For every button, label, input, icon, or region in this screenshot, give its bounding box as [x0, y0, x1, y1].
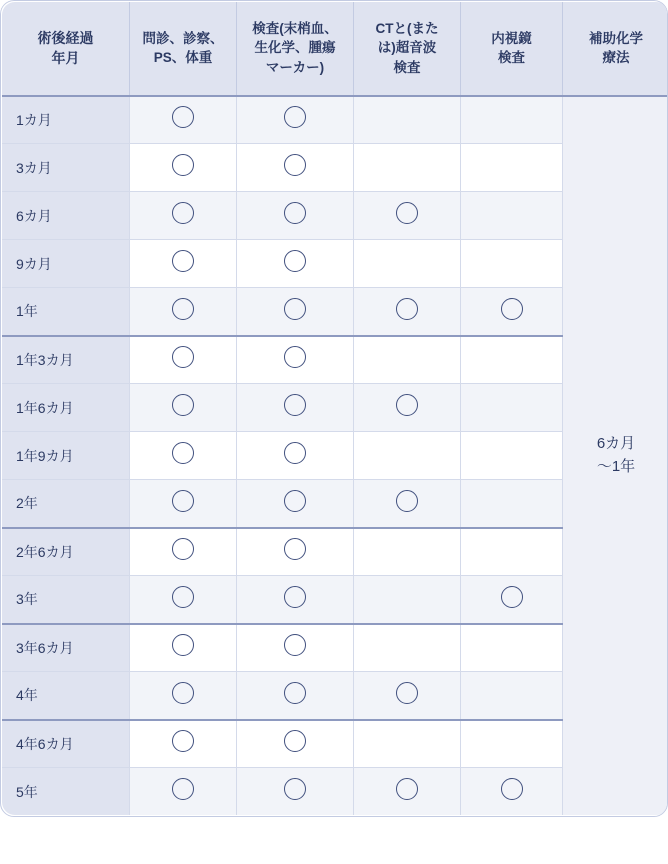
circle-mark-icon — [172, 298, 194, 320]
row-label: 1年3カ月 — [2, 336, 130, 384]
schedule-cell — [237, 432, 354, 480]
schedule-cell — [130, 672, 237, 720]
column-header-interview-line2: PS、体重 — [153, 50, 213, 66]
schedule-cell — [237, 384, 354, 432]
schedule-cell — [461, 192, 563, 240]
column-header-ct-line2: は)超音波 — [377, 40, 437, 56]
column-header-period-line1: 術後経過 — [37, 29, 94, 46]
schedule-cell — [130, 240, 237, 288]
schedule-cell — [237, 576, 354, 624]
column-header-interview-line1: 問診、診察、 — [142, 30, 224, 46]
circle-mark-icon — [284, 538, 306, 560]
schedule-cell — [461, 624, 563, 672]
circle-mark-icon — [172, 394, 194, 416]
schedule-cell — [461, 768, 563, 816]
circle-mark-icon — [396, 298, 418, 320]
schedule-cell — [130, 384, 237, 432]
circle-mark-icon — [501, 586, 523, 608]
column-header-chemo-line1: 補助化学 — [589, 30, 643, 46]
circle-mark-icon — [284, 202, 306, 224]
schedule-cell — [130, 144, 237, 192]
row-label: 1年9カ月 — [2, 432, 130, 480]
circle-mark-icon — [284, 298, 306, 320]
schedule-cell — [354, 192, 461, 240]
table-header — [2, 2, 668, 96]
column-header-labtest-line2: 生化学、腫瘍 — [254, 40, 336, 56]
schedule-cell — [130, 480, 237, 528]
schedule-cell — [354, 384, 461, 432]
row-label: 4年 — [2, 672, 130, 720]
row-label: 3年 — [2, 576, 130, 624]
circle-mark-icon — [172, 634, 194, 656]
column-header-period-line2: 年月 — [51, 50, 80, 67]
schedule-cell — [354, 480, 461, 528]
circle-mark-icon — [284, 490, 306, 512]
circle-mark-icon — [172, 490, 194, 512]
column-header-labtest-line1: 検査(末梢血、 — [252, 20, 338, 36]
schedule-cell — [237, 192, 354, 240]
column-header-labtest-line3: マーカー) — [265, 60, 325, 76]
circle-mark-icon — [501, 778, 523, 800]
column-header-ct-ultrasound — [354, 2, 461, 96]
schedule-cell — [237, 288, 354, 336]
circle-mark-icon — [284, 154, 306, 176]
schedule-cell — [461, 432, 563, 480]
circle-mark-icon — [284, 634, 306, 656]
schedule-cell — [354, 288, 461, 336]
row-label: 1年6カ月 — [2, 384, 130, 432]
column-header-endoscopy-line2: 検査 — [498, 50, 525, 66]
schedule-cell — [354, 576, 461, 624]
circle-mark-icon — [172, 682, 194, 704]
schedule-cell — [130, 576, 237, 624]
chemo-line2: 〜1年 — [596, 457, 636, 475]
schedule-cell — [461, 336, 563, 384]
circle-mark-icon — [172, 106, 194, 128]
schedule-cell — [130, 336, 237, 384]
schedule-cell — [130, 624, 237, 672]
schedule-cell — [461, 384, 563, 432]
schedule-cell — [237, 96, 354, 144]
schedule-cell — [130, 192, 237, 240]
schedule-cell — [237, 336, 354, 384]
table-row — [2, 96, 668, 144]
header-row — [2, 2, 668, 96]
schedule-cell — [130, 288, 237, 336]
circle-mark-icon — [396, 490, 418, 512]
row-label: 1年 — [2, 288, 130, 336]
circle-mark-icon — [501, 298, 523, 320]
row-label: 6カ月 — [2, 192, 130, 240]
row-label: 1カ月 — [2, 96, 130, 144]
schedule-cell — [354, 624, 461, 672]
schedule-cell — [354, 432, 461, 480]
circle-mark-icon — [284, 586, 306, 608]
schedule-cell — [461, 480, 563, 528]
circle-mark-icon — [172, 442, 194, 464]
circle-mark-icon — [172, 538, 194, 560]
schedule-cell — [461, 720, 563, 768]
schedule-cell — [130, 96, 237, 144]
row-label: 5年 — [2, 768, 130, 816]
schedule-cell — [354, 144, 461, 192]
circle-mark-icon — [172, 346, 194, 368]
row-label: 4年6カ月 — [2, 720, 130, 768]
column-header-endoscopy-line1: 内視鏡 — [491, 30, 532, 46]
chemo-line1: 6カ月 — [596, 435, 636, 453]
schedule-cell — [130, 768, 237, 816]
schedule-cell — [237, 528, 354, 576]
circle-mark-icon — [284, 730, 306, 752]
schedule-cell — [354, 240, 461, 288]
schedule-cell — [354, 528, 461, 576]
circle-mark-icon — [284, 250, 306, 272]
schedule-cell — [354, 720, 461, 768]
circle-mark-icon — [172, 778, 194, 800]
schedule-cell — [237, 672, 354, 720]
column-header-period — [2, 2, 130, 96]
followup-schedule-table — [1, 1, 668, 816]
circle-mark-icon — [284, 394, 306, 416]
schedule-cell — [237, 480, 354, 528]
column-header-ct-line1: CTと(また — [375, 20, 439, 36]
schedule-cell — [461, 576, 563, 624]
row-label: 3カ月 — [2, 144, 130, 192]
schedule-cell — [237, 768, 354, 816]
circle-mark-icon — [396, 682, 418, 704]
schedule-cell — [237, 720, 354, 768]
schedule-cell — [354, 96, 461, 144]
circle-mark-icon — [396, 394, 418, 416]
circle-mark-icon — [284, 682, 306, 704]
circle-mark-icon — [172, 730, 194, 752]
row-label: 2年 — [2, 480, 130, 528]
column-header-chemo-line2: 療法 — [602, 50, 630, 66]
schedule-cell — [461, 144, 563, 192]
circle-mark-icon — [172, 586, 194, 608]
circle-mark-icon — [284, 346, 306, 368]
schedule-cell — [237, 144, 354, 192]
schedule-cell — [354, 672, 461, 720]
circle-mark-icon — [396, 202, 418, 224]
schedule-cell — [354, 768, 461, 816]
row-label: 3年6カ月 — [2, 624, 130, 672]
row-label: 9カ月 — [2, 240, 130, 288]
table-body — [2, 96, 668, 816]
schedule-cell — [237, 240, 354, 288]
schedule-cell — [130, 720, 237, 768]
circle-mark-icon — [396, 778, 418, 800]
column-header-labtest — [237, 2, 354, 96]
circle-mark-icon — [172, 250, 194, 272]
schedule-cell — [461, 96, 563, 144]
circle-mark-icon — [172, 202, 194, 224]
schedule-cell — [237, 624, 354, 672]
schedule-cell — [461, 672, 563, 720]
schedule-cell — [130, 528, 237, 576]
column-header-ct-line3: 検査 — [393, 60, 421, 76]
schedule-cell — [461, 528, 563, 576]
schedule-cell — [130, 432, 237, 480]
schedule-cell — [461, 240, 563, 288]
schedule-cell — [461, 288, 563, 336]
column-header-chemotherapy — [563, 2, 668, 96]
circle-mark-icon — [284, 442, 306, 464]
schedule-cell — [354, 336, 461, 384]
circle-mark-icon — [284, 106, 306, 128]
circle-mark-icon — [172, 154, 194, 176]
chemotherapy-duration-cell — [563, 96, 668, 816]
column-header-interview — [130, 2, 237, 96]
circle-mark-icon — [284, 778, 306, 800]
row-label: 2年6カ月 — [2, 528, 130, 576]
column-header-endoscopy — [461, 2, 563, 96]
